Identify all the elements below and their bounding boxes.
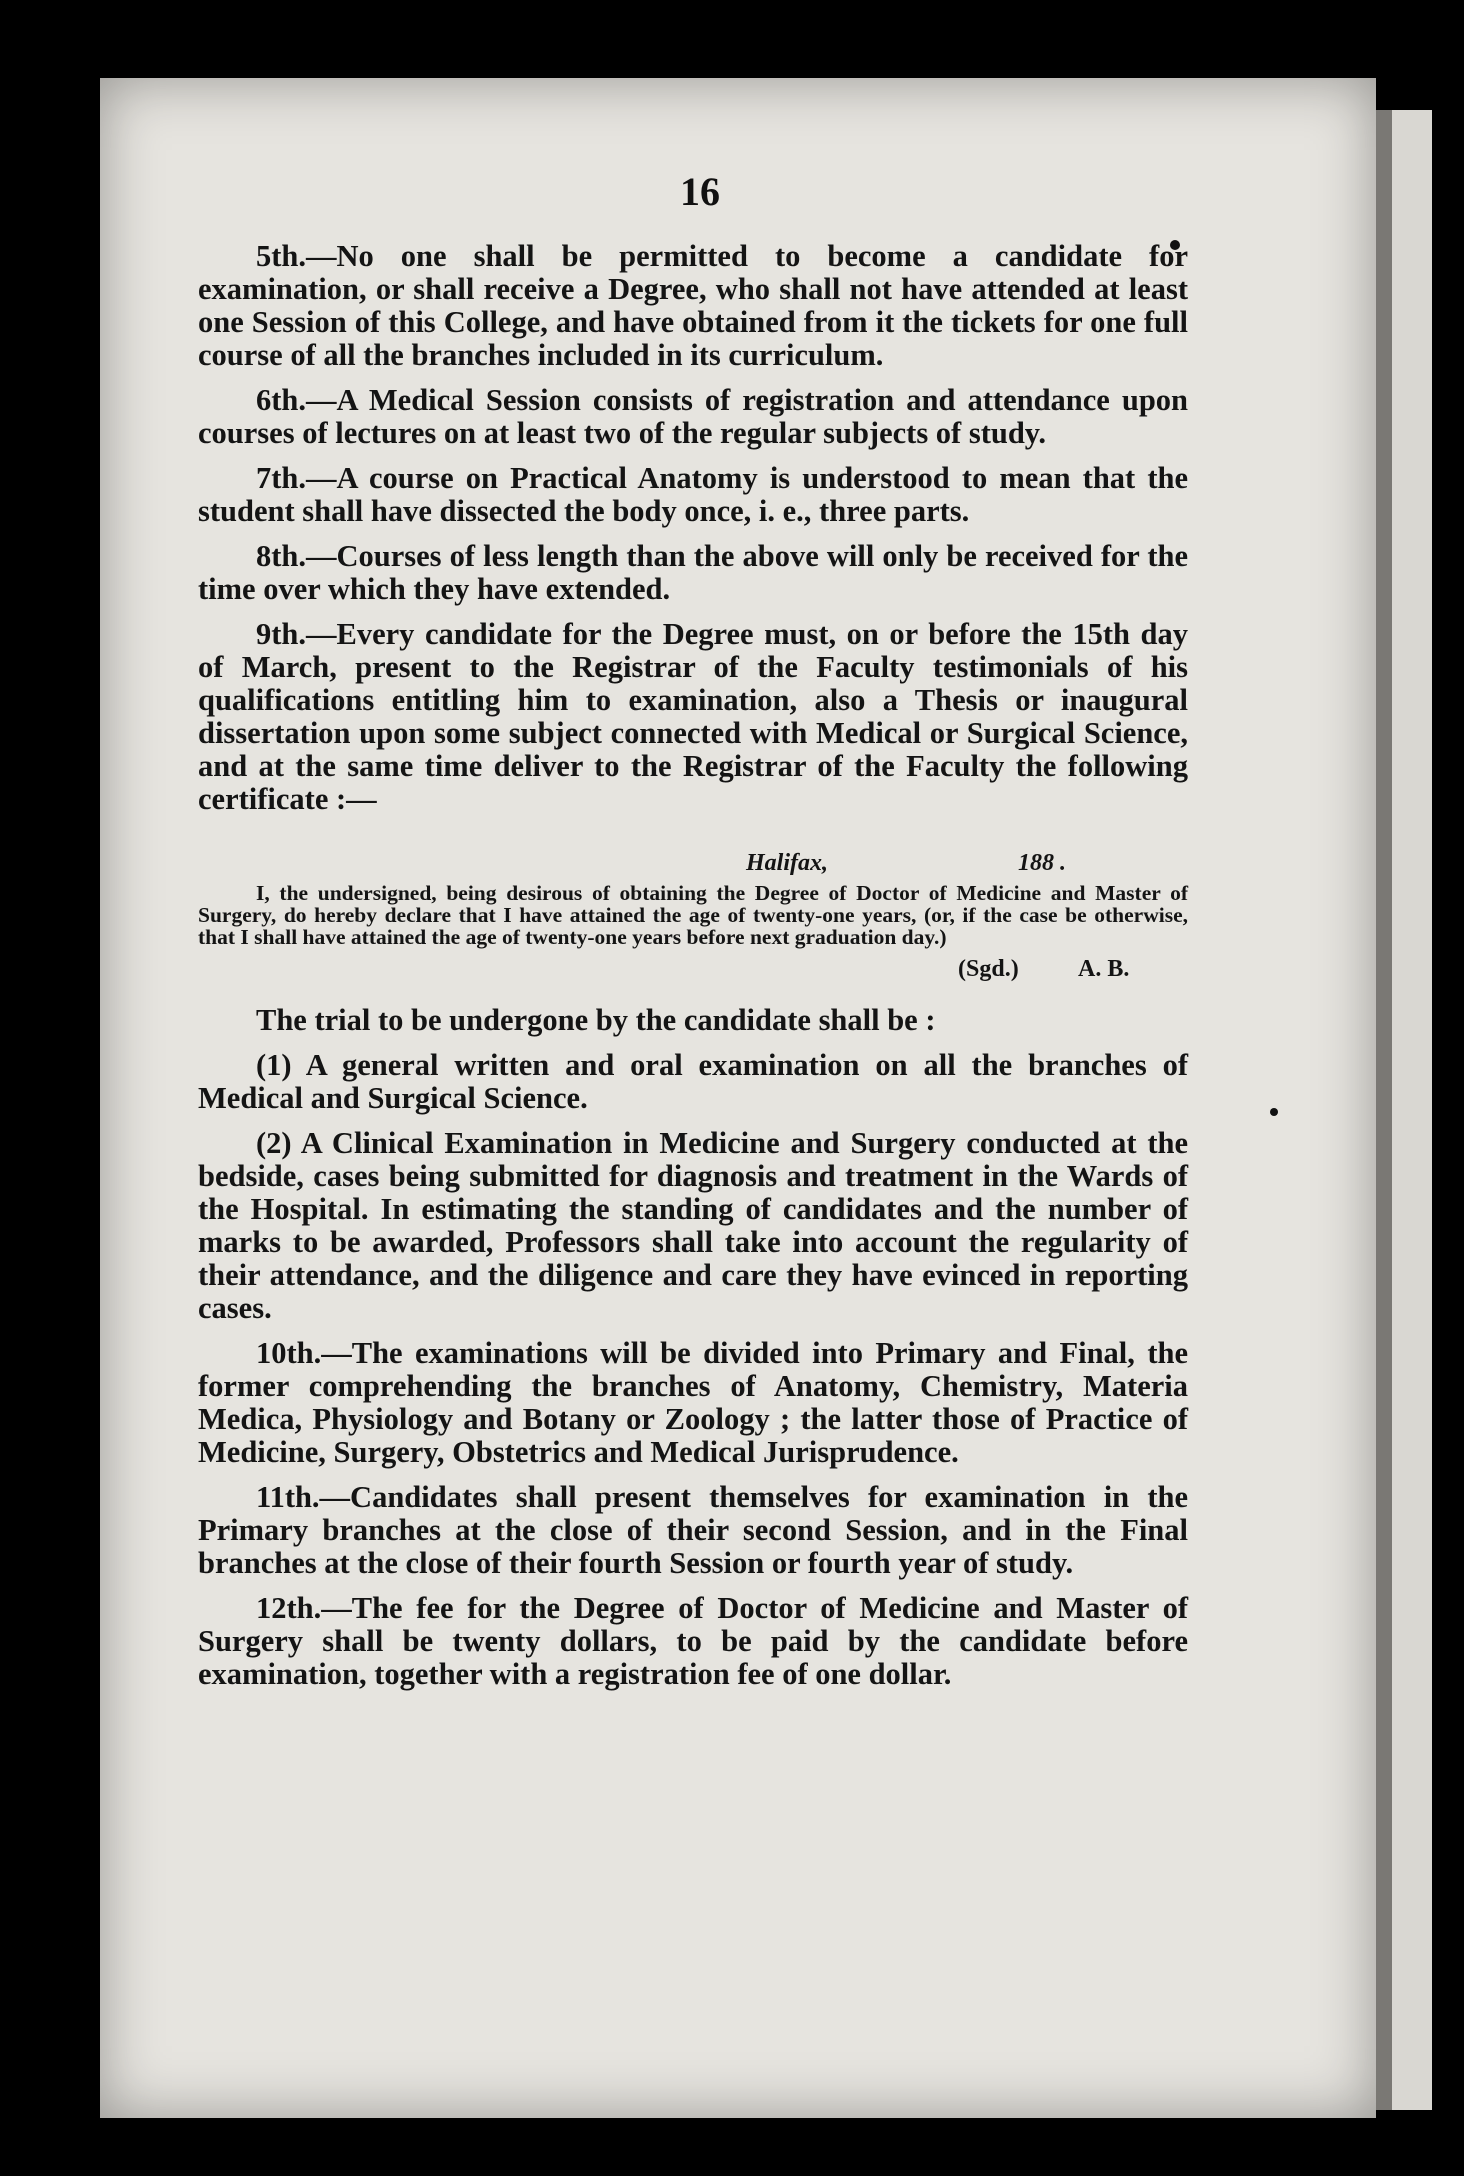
trial-item: (2) A Clinical Examination in Medicine and Surgery conducted at the bedside, cases being submitted for diagnosis and treatment in the Wards of the Hospital. In estimating the standing of candidates and the number of marks to be awarded, Professors shall take into account the regularity of their attendance, and the diligence and care they have evinced in reporting cases. bbox=[198, 1126, 1188, 1325]
paragraph-8th: 8th.—Courses of less length than the above will only be received for the time over which they have extended. bbox=[198, 539, 1188, 606]
certificate-year: 188 . bbox=[1018, 850, 1066, 876]
certificate-header bbox=[198, 846, 1188, 882]
trial-item: (1) A general written and oral examination on all the branches of Medical and Surgical Science. bbox=[198, 1048, 1188, 1115]
adjacent-page-strip bbox=[1392, 110, 1432, 2110]
page-number: 16 bbox=[680, 169, 720, 214]
paragraph-6th: 6th.—A Medical Session consists of registration and attendance upon courses of lectures on at least two of the regular subjects of study. bbox=[198, 383, 1188, 450]
signer-name: A. B. bbox=[1078, 956, 1130, 982]
certificate-signature bbox=[198, 948, 1188, 990]
signed-label: (Sgd.) bbox=[958, 956, 1019, 982]
paragraph-12th: 12th.—The fee for the Degree of Doctor of Medicine and Master of Surgery shall be twenty dollars, to be paid by the candidate before examination, together with a registration fee of one dollar. bbox=[198, 1591, 1188, 1691]
page-edge bbox=[1376, 110, 1392, 2110]
trial-intro: The trial to be undergone by the candidate shall be : bbox=[256, 1003, 936, 1037]
paragraph-10th: 10th.—The examinations will be divided into Primary and Final, the former comprehending the branches of Anatomy, Chemistry, Materia Medica, Physiology and Botany or Zoology ; the latter those of Practice of Medicine, Surgery, Obstetrics and Medical Jurisprudence. bbox=[198, 1336, 1188, 1469]
document-body bbox=[198, 240, 1188, 1703]
paragraph-11th: 11th.—Candidates shall present themselves for examination in the Primary branches at the close of their second Session, and in the Final branches at the close of their fourth Session or fourth year of study. bbox=[198, 1480, 1188, 1580]
paragraph-7th: 7th.—A course on Practical Anatomy is understood to mean that the student shall have dissected the body once, i. e., three parts. bbox=[198, 461, 1188, 528]
certificate-place: Halifax, bbox=[746, 850, 828, 876]
certificate-body: I, the undersigned, being desirous of obtaining the Degree of Doctor of Medicine and Master of Surgery, do hereby declare that I have attained the age of twenty-one years, (or, if the case be otherwise, that I shall have attained the age of twenty-one years before next graduation day.) bbox=[198, 881, 1188, 949]
paragraph-9th: 9th.—Every candidate for the Degree must, on or before the 15th day of March, present to the Registrar of the Faculty testimonials of his qualifications entitling him to examination, also a Thesis or inaugural dissertation upon some subject connected with Medical or Surgical Science, and at the same time deliver to the Registrar of the Faculty the following certificate :— bbox=[198, 617, 1188, 816]
ink-spot bbox=[1270, 1108, 1278, 1116]
paragraph-5th: 5th.—No one shall be permitted to become a candidate for examination, or shall receive a Degree, who shall not have attended at least one Session of this College, and have obtained from it the tickets for one full course of all the branches included in its curriculum. bbox=[198, 239, 1188, 372]
